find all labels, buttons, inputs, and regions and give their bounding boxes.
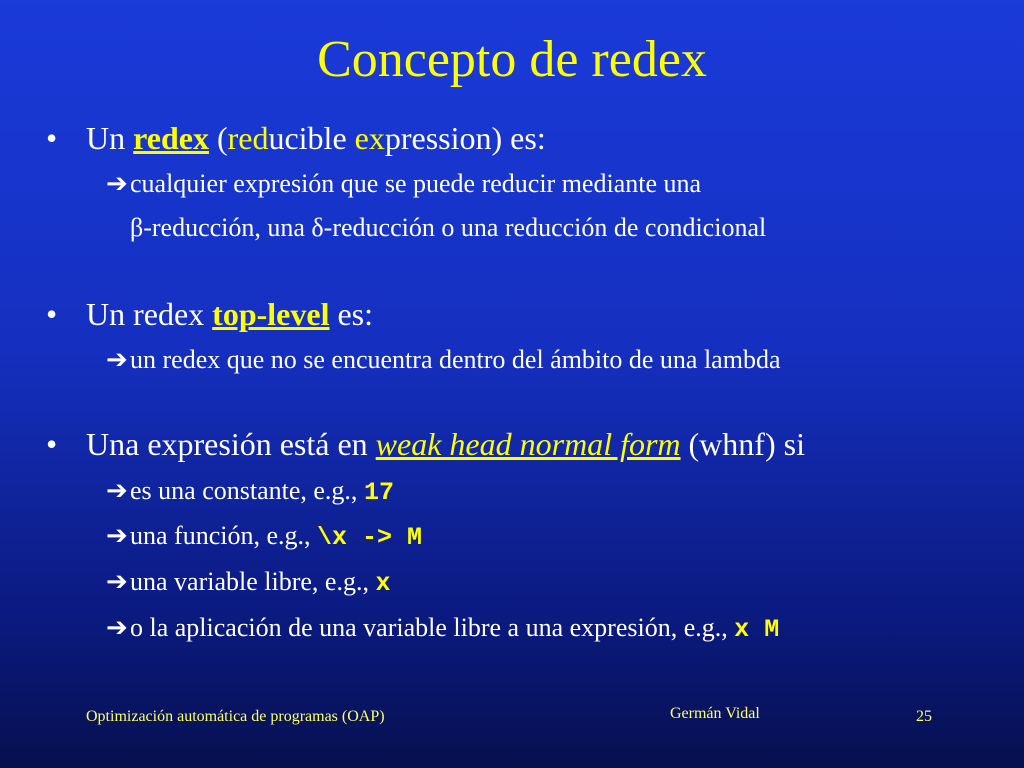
term-redex: redex: [133, 120, 209, 156]
bullet-item-whnf: • Una expresión está en weak head normal form (whnf) si: [46, 426, 805, 462]
footer-course: Optimización automática de programas (OAP): [86, 708, 385, 725]
arrow-icon: ➔: [106, 169, 128, 198]
code-example: x M: [734, 615, 780, 644]
sub-item-redex-definition-cont: β-reducción, una δ-reducción o una reducción de condicional: [130, 213, 767, 242]
slide-title: Concepto de redex: [317, 31, 707, 88]
sub-item-whnf-constant: ➔es una constante, e.g., 17: [106, 476, 394, 507]
code-example: x: [375, 569, 391, 598]
sub-item-whnf-application: ➔o la aplicación de una variable libre a una expresión, e.g., x M: [106, 613, 780, 644]
arrow-icon: ➔: [106, 567, 128, 596]
code-example: 17: [363, 478, 394, 507]
sub-item-whnf-variable: ➔una variable libre, e.g., x: [106, 567, 391, 598]
page-number: 25: [916, 708, 932, 725]
term-top-level: top-level: [212, 296, 330, 332]
bullet-icon: •: [46, 296, 58, 332]
arrow-icon: ➔: [106, 476, 128, 505]
term-whnf: weak head normal form: [375, 426, 681, 462]
footer-author: Germán Vidal: [670, 705, 760, 722]
sub-item-top-level-definition: ➔un redex que no se encuentra dentro del ámbito de una lambda: [106, 345, 781, 374]
bullet-item-top-level: • Un redex top-level es:: [46, 296, 374, 332]
code-example: \x -> M: [317, 523, 423, 552]
arrow-icon: ➔: [106, 613, 128, 642]
arrow-icon: ➔: [106, 521, 128, 550]
sub-item-redex-definition: ➔cualquier expresión que se puede reducir mediante una: [106, 169, 702, 198]
arrow-icon: ➔: [106, 345, 128, 374]
bullet-item-redex: • Un redex (reducible expression) es:: [46, 120, 546, 156]
bullet-icon: •: [46, 426, 58, 462]
bullet-icon: •: [46, 120, 58, 156]
sub-item-whnf-function: ➔una función, e.g., \x -> M: [106, 521, 423, 552]
